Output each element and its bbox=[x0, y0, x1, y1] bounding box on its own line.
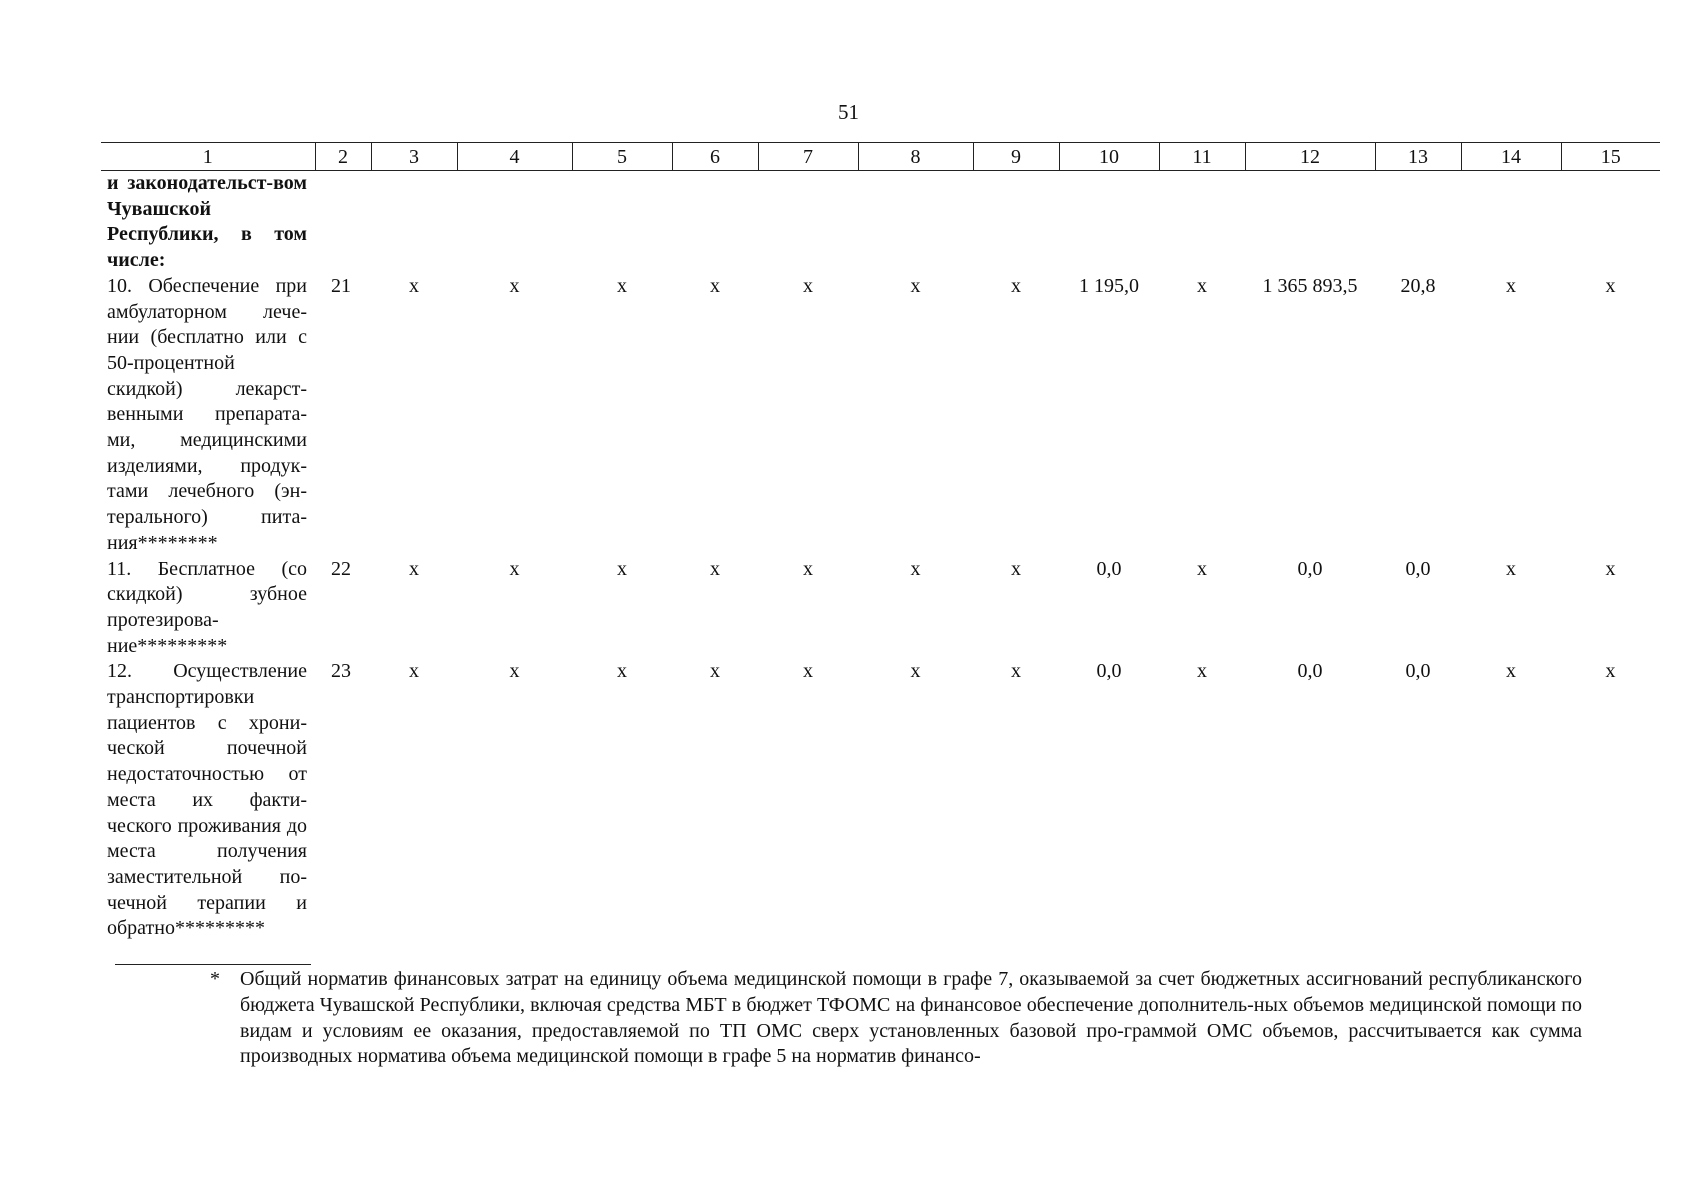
table-cell: х bbox=[1506, 557, 1516, 580]
table-cell: х bbox=[710, 557, 720, 580]
table-cell: х bbox=[1605, 274, 1616, 297]
column-header: 12 bbox=[1245, 143, 1375, 171]
row-number: 21 bbox=[331, 274, 351, 297]
table-cell: х bbox=[910, 557, 921, 580]
table-cell: х bbox=[910, 660, 921, 683]
row-number: 23 bbox=[331, 660, 351, 683]
table-cell: х bbox=[617, 660, 627, 683]
column-header: 2 bbox=[315, 143, 371, 171]
page-number: 51 bbox=[838, 100, 859, 124]
column-header: 6 bbox=[672, 143, 758, 171]
table-cell: х bbox=[409, 557, 419, 580]
table-row bbox=[101, 659, 1660, 942]
column-header: 15 bbox=[1561, 143, 1660, 171]
footnote bbox=[210, 967, 1582, 1070]
column-header: 3 bbox=[371, 143, 457, 171]
table-cell: х bbox=[1197, 660, 1207, 683]
table-cell: х bbox=[1197, 557, 1207, 580]
column-header: 1 bbox=[101, 143, 315, 171]
table-cell: х bbox=[710, 660, 720, 683]
table-cell: х bbox=[509, 660, 520, 683]
table-cell: 1 365 893,5 bbox=[1262, 274, 1358, 297]
table-cell: х bbox=[509, 557, 520, 580]
table-cell: х bbox=[803, 274, 813, 297]
footnote-mark: * bbox=[210, 968, 220, 990]
column-header: 9 bbox=[973, 143, 1059, 171]
table-cell: 0,0 bbox=[1405, 557, 1431, 580]
row-number: 22 bbox=[331, 557, 351, 580]
table-row bbox=[101, 557, 1660, 660]
column-number-row bbox=[101, 143, 1660, 171]
table-cell: х bbox=[617, 274, 627, 297]
column-header: 13 bbox=[1375, 143, 1461, 171]
table-cell: х bbox=[910, 274, 921, 297]
table-cell: х bbox=[1011, 274, 1021, 297]
intro-description: и законодательст-вом Чувашской Республики, в том числе: bbox=[107, 172, 307, 272]
table-cell: 0,0 bbox=[1096, 660, 1122, 683]
table-cell: х bbox=[509, 274, 520, 297]
table-cell: х bbox=[1605, 660, 1616, 683]
row-description: 12. Осуществление транспортировки пациентов с хрони-ческой почечной недостаточностью от места их факти-ческого проживания до места получения заместительной по-чечной терапии и обратно********* bbox=[107, 660, 307, 940]
column-header: 4 bbox=[457, 143, 572, 171]
row-description: 10. Обеспечение при амбулаторном лече-нии (бесплатно или с 50-процентной скидкой) лекарст-венными препарата-ми, медицинскими изделиями, продук-тами лечебного (эн-терального) пита-ния******** bbox=[107, 274, 307, 554]
footnote-text: Общий норматив финансовых затрат на единицу объема медицинской помощи в графе 7, оказываемой за счет бюджетных ассигнований республиканского бюджета Чувашской Республики, включая средства МБТ в бюджет ТФОМС на финансовое обеспечение дополнитель-ных объемов медицинской помощи по видам и условиям ее оказания, предоставляемой по ТП ОМС сверх установленных базовой про-граммой ОМС объемов, рассчитывается как сумма производных норматива объема медицинской помощи в графе 5 на норматив финансо- bbox=[240, 968, 1582, 1068]
table-cell: х bbox=[710, 274, 720, 297]
table-cell: х bbox=[1506, 274, 1516, 297]
table-row bbox=[101, 274, 1660, 557]
column-header: 5 bbox=[572, 143, 672, 171]
table-cell: х bbox=[1506, 660, 1516, 683]
table-cell: 0,0 bbox=[1096, 557, 1122, 580]
empty-cell bbox=[315, 171, 1660, 274]
table-cell: х bbox=[409, 274, 419, 297]
table-cell: х bbox=[1605, 557, 1616, 580]
table-cell: х bbox=[803, 557, 813, 580]
financing-table bbox=[101, 142, 1660, 942]
row-description: 11. Бесплатное (со скидкой) зубное протезирова-ние********* bbox=[107, 557, 307, 657]
table-cell: х bbox=[409, 660, 419, 683]
table-cell: 0,0 bbox=[1405, 660, 1431, 683]
footnote-divider bbox=[115, 964, 311, 965]
column-header: 14 bbox=[1461, 143, 1561, 171]
table-cell: 20,8 bbox=[1400, 274, 1436, 297]
column-header: 10 bbox=[1059, 143, 1159, 171]
table-cell: х bbox=[1011, 660, 1021, 683]
table-cell: 1 195,0 bbox=[1079, 274, 1139, 297]
column-header: 8 bbox=[858, 143, 973, 171]
table-cell: 0,0 bbox=[1297, 557, 1323, 580]
intro-row bbox=[101, 171, 1660, 274]
table-cell: х bbox=[1011, 557, 1021, 580]
column-header: 7 bbox=[758, 143, 858, 171]
table-cell: х bbox=[1197, 274, 1207, 297]
table-cell: 0,0 bbox=[1297, 660, 1323, 683]
table-cell: х bbox=[803, 660, 813, 683]
column-header: 11 bbox=[1159, 143, 1245, 171]
table-cell: х bbox=[617, 557, 627, 580]
